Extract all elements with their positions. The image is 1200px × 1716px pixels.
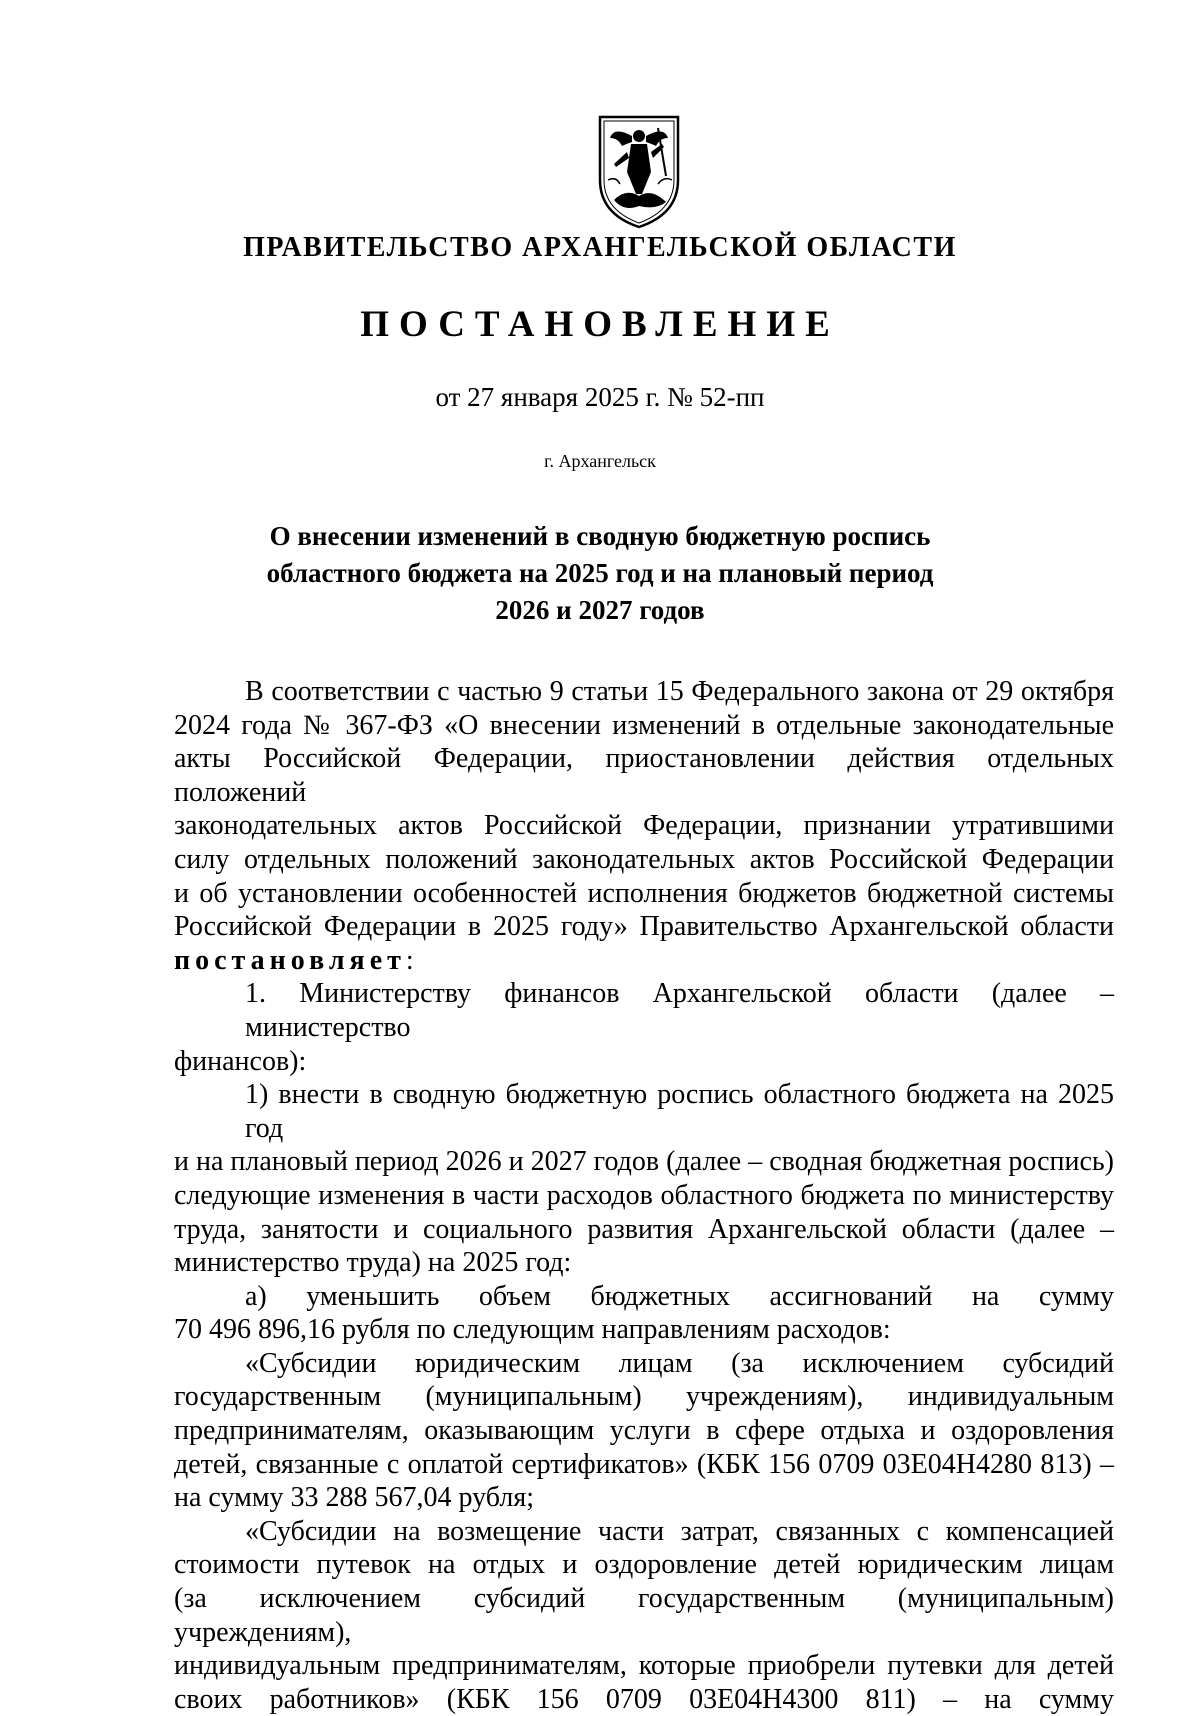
title-line: О внесении изменений в сводную бюджетную роспись <box>269 521 931 551</box>
body-line: акты Российской Федерации, приостановлении действия отдельных положений <box>174 743 1114 808</box>
body-line: министерство труда) на 2025 год: <box>174 1247 572 1279</box>
document-title <box>0 518 1200 629</box>
document-type: ПОСТАНОВЛЕНИЕ <box>360 304 840 345</box>
government-name: ПРАВИТЕЛЬСТВО АРХАНГЕЛЬСКОЙ ОБЛАСТИ <box>243 232 957 263</box>
body-line: финансов): <box>174 1045 307 1077</box>
body-line: «Субсидии на возмещение части затрат, связанных с компенсацией <box>245 1515 1114 1547</box>
body-line: силу отдельных положений законодательных актов Российской Федерации <box>174 843 1114 875</box>
body-line: на сумму 33 288 567,04 рубля; <box>174 1482 534 1514</box>
body-line: индивидуальным предпринимателям, которые приобрели путевки для детей <box>174 1650 1114 1682</box>
city: г. Архангельск <box>544 451 656 471</box>
title-line: 2026 и 2027 годов <box>495 595 705 625</box>
body-line: а) уменьшить объем бюджетных ассигнований на сумму <box>245 1280 1114 1312</box>
coat-of-arms-icon <box>596 114 682 230</box>
body-line: своих работников» (КБК 156 0709 03Е04Н4300 811) – на сумму <box>174 1683 1114 1715</box>
body-line: «Субсидии юридическим лицам (за исключением субсидий <box>245 1347 1114 1379</box>
body-line <box>174 944 1114 978</box>
body-line: следующие изменения в части расходов областного бюджета по министерству <box>174 1179 1114 1211</box>
body-line: 1. Министерству финансов Архангельской области (далее – министерство <box>245 978 1114 1043</box>
body-line: детей, связанные с оплатой сертификатов» (КБК 156 0709 03Е04Н4280 813) – <box>174 1448 1114 1480</box>
body-line: В соответствии с частью 9 статьи 15 Федерального закона от 29 октября <box>245 676 1114 707</box>
body-line: государственным (муниципальным) учреждениям), индивидуальным <box>174 1381 1114 1413</box>
body-line: и об установлении особенностей исполнения бюджетов бюджетной системы <box>174 877 1114 909</box>
body-line: 1) внести в сводную бюджетную роспись областного бюджета на 2025 год <box>245 1079 1114 1144</box>
body-line: труда, занятости и социального развития Архангельской области (далее – <box>174 1213 1114 1245</box>
body-line: стоимости путевок на отдых и оздоровление детей юридическим лицам <box>174 1549 1114 1581</box>
body-line: Российской Федерации в 2025 году» Правительство Архангельской области <box>174 911 1114 943</box>
colon: : <box>405 944 414 976</box>
body-line: законодательных актов Российской Федерации, признании утратившими <box>174 810 1114 842</box>
body-line: 70 496 896,16 рубля по следующим направлениям расходов: <box>174 1314 891 1346</box>
body-line: предпринимателям, оказывающим услуги в сфере отдыха и оздоровления <box>174 1415 1114 1447</box>
title-line: областного бюджета на 2025 год и на плановый период <box>266 558 934 588</box>
resolves-word: постановляет <box>174 944 406 976</box>
body-line: 2024 года № 367-ФЗ «О внесении изменений в отдельные законодательные <box>174 709 1114 741</box>
body-line: и на плановый период 2026 и 2027 годов (далее – сводная бюджетная роспись) <box>174 1146 1114 1178</box>
body-line: (за исключением субсидий государственным (муниципальным) учреждениям), <box>174 1583 1114 1648</box>
decree-date-number: от 27 января 2025 г. № 52-пп <box>435 382 765 412</box>
document-body <box>174 675 1114 1716</box>
